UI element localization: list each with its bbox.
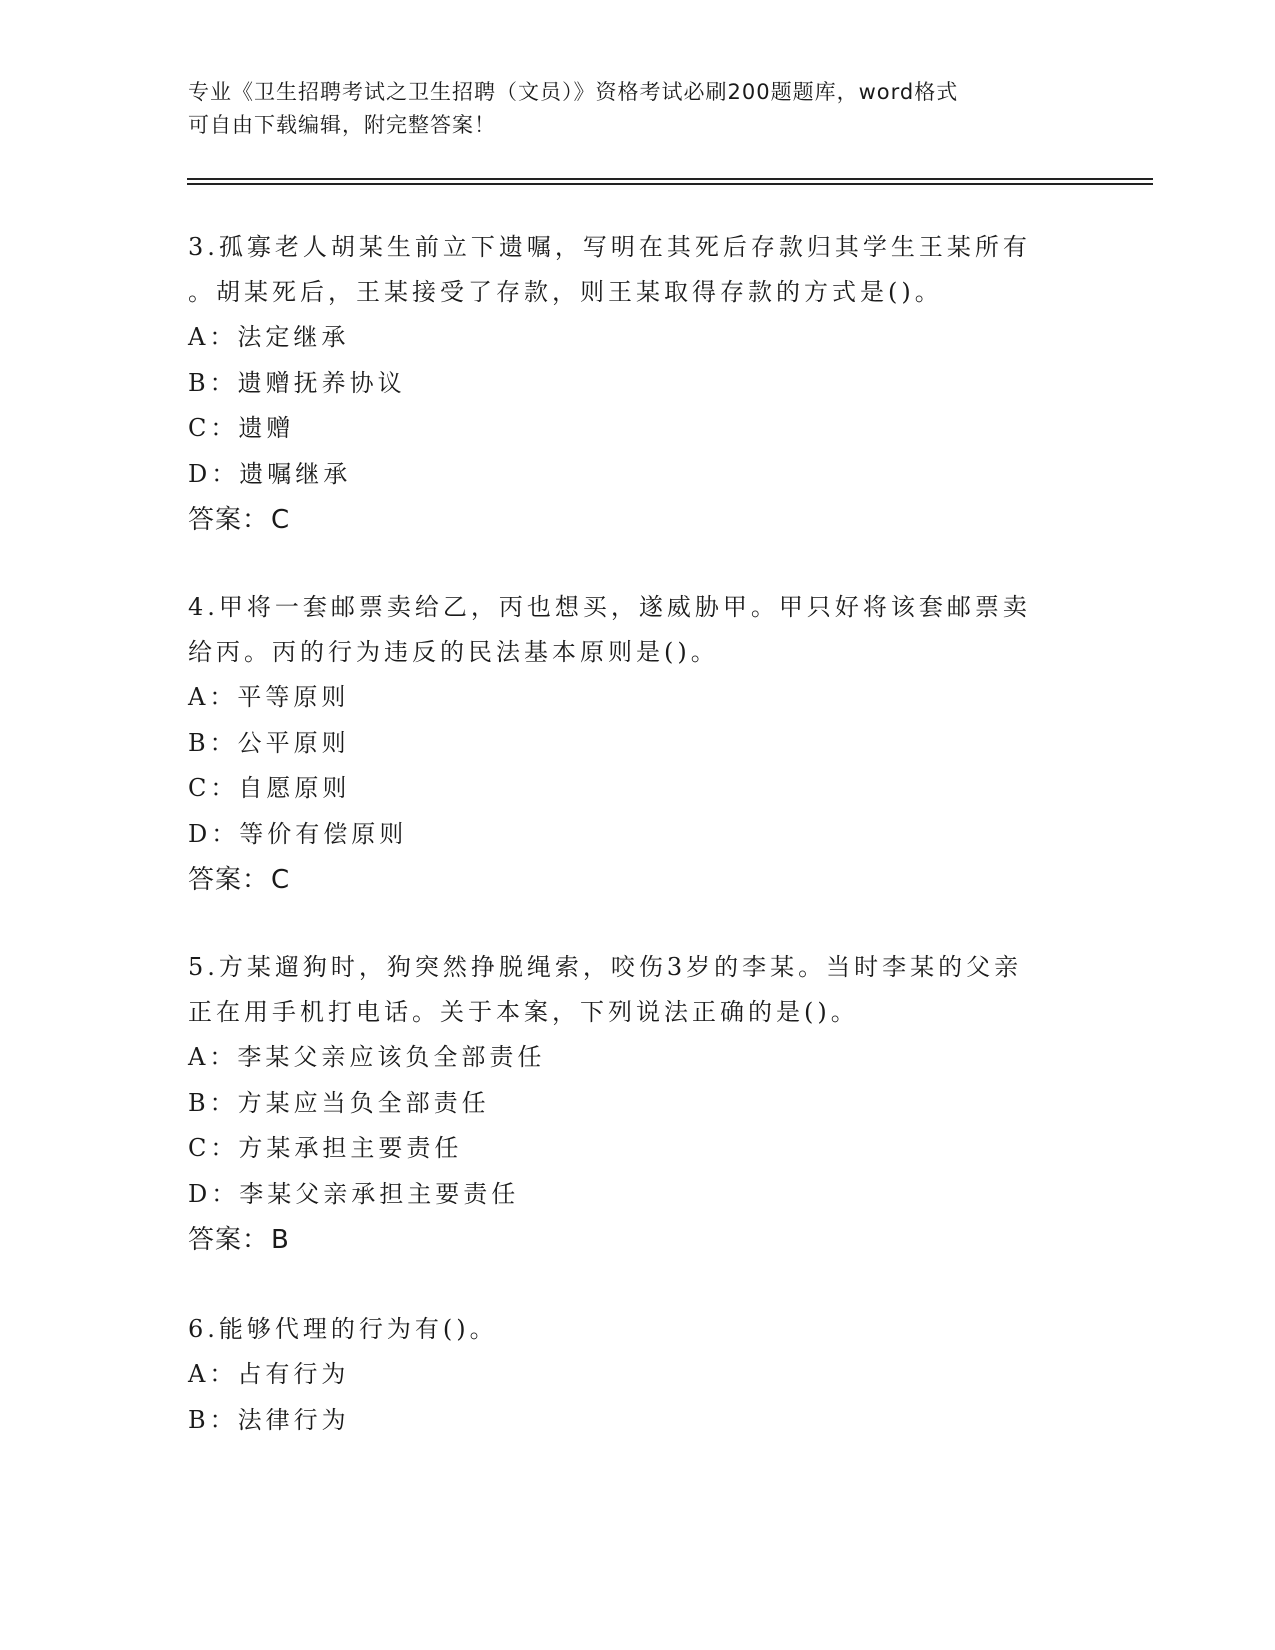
answer-value: B [271,1225,290,1255]
option-b: B：法律行为 [188,1405,350,1434]
option-b: B：公平原则 [188,728,350,757]
option-b: B：方某应当负全部责任 [188,1088,490,1117]
question-text-line-1: 6.能够代理的行为有()。 [188,1315,498,1343]
question-text-line-1: 3.孤寡老人胡某生前立下遗嘱，写明在其死后存款归其学生王某所有 [188,233,1031,261]
question-4 [188,585,1068,903]
answer-line [188,857,1068,903]
option-c: C：遗赠 [188,414,295,442]
header-divider-top [187,178,1153,180]
question-text-line-2: 。胡某死后，王某接受了存款，则王某取得存款的方式是()。 [188,278,943,306]
header-line-1: 专业《卫生招聘考试之卫生招聘（文员）》资格考试必刷200题题库，word格式 [188,80,959,104]
option-a: A：占有行为 [188,1360,350,1388]
answer-label: 答案： [188,865,270,895]
option-d: D：李某父亲承担主要责任 [188,1179,520,1208]
option-b: B：遗赠抚养协议 [188,368,406,397]
answer-line [188,497,1068,543]
option-c: C：自愿原则 [188,774,351,802]
option-d: D：遗嘱继承 [188,459,352,488]
question-3 [188,225,1068,543]
header-divider-bottom [187,183,1153,185]
question-text-line-1: 5.方某遛狗时，狗突然挣脱绳索，咬伤3岁的李某。当时李某的父亲 [188,953,1023,981]
answer-label: 答案： [188,505,270,535]
answer-value: C [271,865,291,895]
answer-line [188,1217,1068,1263]
option-a: A：李某父亲应该负全部责任 [188,1043,546,1071]
document-header [188,76,1088,142]
option-a: A：平等原则 [188,683,350,711]
question-5 [188,945,1068,1263]
answer-label: 答案： [188,1225,270,1255]
question-text-line-2: 给丙。丙的行为违反的民法基本原则是()。 [188,638,719,666]
question-text-line-2: 正在用手机打电话。关于本案，下列说法正确的是()。 [188,998,859,1026]
option-c: C：方某承担主要责任 [188,1134,463,1162]
header-line-2: 可自由下载编辑，附完整答案！ [188,113,496,137]
option-a: A：法定继承 [188,323,350,351]
option-d: D：等价有偿原则 [188,819,408,848]
question-6 [188,1307,1068,1443]
answer-value: C [271,505,291,535]
question-text-line-1: 4.甲将一套邮票卖给乙，丙也想买，遂威胁甲。甲只好将该套邮票卖 [188,593,1031,621]
